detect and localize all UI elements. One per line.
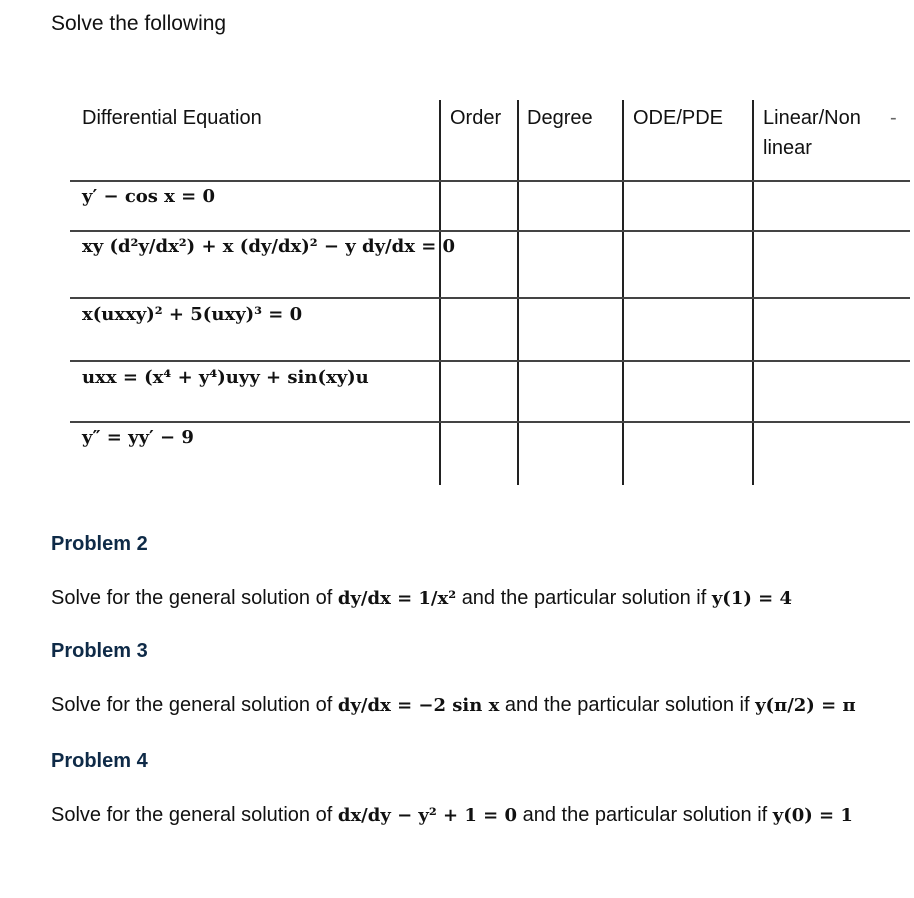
equation-row-1 xyxy=(82,186,215,207)
header-linear-line2: linear xyxy=(763,137,812,159)
table-row-divider xyxy=(70,230,910,232)
header-differential-equation: Differential Equation xyxy=(82,107,262,129)
problem-4-heading: Problem 4 xyxy=(51,750,148,772)
table-col-divider xyxy=(439,100,441,485)
header-degree: Degree xyxy=(527,107,593,129)
table-row-divider xyxy=(70,297,910,299)
problem-3-heading: Problem 3 xyxy=(51,640,148,662)
table-col-divider xyxy=(517,100,519,485)
problem-equation: dy/dx = 1/x² xyxy=(337,588,457,609)
table-col-divider xyxy=(752,100,754,485)
problem-equation: dx/dy − y² + 1 = 0 xyxy=(337,805,518,826)
problem-text-before: Solve for the general solution of xyxy=(51,804,333,826)
table-row-divider xyxy=(70,180,910,182)
equation-row-2: xy (d²y/dx²) + x (dy/dx)² − y dy/dx = 0 xyxy=(82,236,456,257)
trailing-dash-mark: - xyxy=(890,107,897,129)
problem-text-middle: and the particular solution if xyxy=(504,694,750,716)
equation-row-5: y″ = yy′ − 9 xyxy=(82,427,194,448)
problem-4-text xyxy=(51,804,853,827)
header-order: Order xyxy=(450,107,502,129)
header-ode-pde: ODE/PDE xyxy=(633,107,724,129)
table-row-divider xyxy=(70,360,910,362)
problem-equation: dy/dx = −2 sin x xyxy=(337,695,500,716)
problem-text-middle: and the particular solution if xyxy=(522,804,768,826)
problem-condition: y(π/2) = π xyxy=(755,695,856,716)
problem-3-text xyxy=(51,694,856,717)
problem-2-heading: Problem 2 xyxy=(51,533,148,555)
problem-text-before: Solve for the general solution of xyxy=(51,694,333,716)
problem-text-before: Solve for the general solution of xyxy=(51,587,333,609)
table-col-divider xyxy=(622,100,624,485)
page-title: Solve the following xyxy=(51,12,227,35)
equation-label: y′ − cos x = 0 xyxy=(82,186,216,207)
equation-row-3: x(uxxy)² + 5(uxy)³ = 0 xyxy=(82,304,303,325)
equation-row-4: uxx = (x⁴ + y⁴)uyy + sin(xy)u xyxy=(82,367,369,388)
problem-condition: y(1) = 4 xyxy=(711,588,792,609)
table-row-divider xyxy=(70,421,910,423)
header-linear: Linear/Non xyxy=(763,107,861,129)
problem-text-middle: and the particular solution if xyxy=(461,587,707,609)
problem-2-text xyxy=(51,587,792,610)
problem-condition: y(0) = 1 xyxy=(772,805,853,826)
